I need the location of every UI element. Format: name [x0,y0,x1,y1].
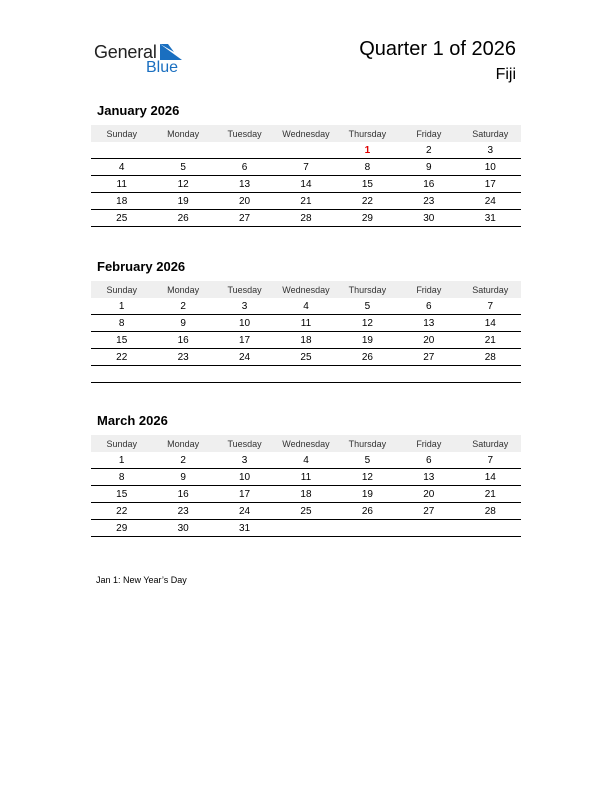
day-cell: 6 [398,298,459,315]
weekday-header-row [91,281,521,298]
weekday-header: Friday [398,125,459,142]
weekday-header: Sunday [91,435,152,452]
day-cell: 14 [460,469,521,486]
day-cell: 19 [337,332,398,349]
calendar-table [91,125,521,227]
day-cell [398,366,459,383]
logo [94,42,194,78]
logo-general-text: General [94,42,157,62]
day-cell: 25 [275,503,336,520]
day-cell: 15 [91,332,152,349]
logo-blue-text: Blue [146,59,179,76]
day-cell: 18 [275,332,336,349]
day-cell: 23 [152,349,213,366]
day-cell [214,142,275,159]
day-cell: 17 [460,176,521,193]
day-cell: 31 [214,520,275,537]
day-cell: 20 [214,193,275,210]
day-cell: 24 [214,349,275,366]
day-cell: 23 [152,503,213,520]
day-cell: 6 [214,159,275,176]
day-cell: 16 [152,486,213,503]
day-cell [152,142,213,159]
day-cell [275,366,336,383]
page-title: Quarter 1 of 2026 [359,38,516,60]
weekday-header: Tuesday [214,281,275,298]
day-cell: 6 [398,452,459,469]
weekday-header: Saturday [460,125,521,142]
day-cell: 16 [398,176,459,193]
month-march [91,413,521,537]
day-cell: 2 [398,142,459,159]
day-cell [398,520,459,537]
day-cell: 25 [91,210,152,227]
week-row [91,315,521,332]
day-cell: 29 [91,520,152,537]
day-cell: 10 [460,159,521,176]
day-cell: 26 [152,210,213,227]
weekday-header: Thursday [337,435,398,452]
week-row [91,332,521,349]
day-cell: 1 [91,452,152,469]
holiday-notes [96,575,187,585]
day-cell: 21 [460,332,521,349]
day-cell: 3 [214,298,275,315]
day-cell: 4 [91,159,152,176]
week-row [91,520,521,537]
day-cell: 9 [152,315,213,332]
day-cell: 2 [152,452,213,469]
day-cell: 19 [152,193,213,210]
week-row [91,159,521,176]
weekday-header: Thursday [337,281,398,298]
day-cell: 27 [398,503,459,520]
week-row [91,298,521,315]
day-cell [337,366,398,383]
weekday-header: Monday [152,281,213,298]
day-cell: 5 [337,298,398,315]
week-row [91,486,521,503]
day-cell: 7 [460,452,521,469]
weekday-header: Thursday [337,125,398,142]
day-cell: 22 [337,193,398,210]
holiday-note: Jan 1: New Year’s Day [96,575,187,585]
day-cell: 17 [214,486,275,503]
day-cell [275,520,336,537]
day-cell: 5 [337,452,398,469]
day-cell: 14 [275,176,336,193]
day-cell: 13 [214,176,275,193]
weekday-header: Monday [152,125,213,142]
weekday-header: Wednesday [275,281,336,298]
week-row [91,142,521,159]
day-cell [91,142,152,159]
weekday-header: Friday [398,435,459,452]
day-cell: 13 [398,315,459,332]
week-row [91,469,521,486]
logo-flag-icon [160,44,182,60]
day-cell: 11 [91,176,152,193]
day-cell: 8 [337,159,398,176]
day-cell: 26 [337,503,398,520]
calendar-table [91,281,521,383]
day-cell: 20 [398,486,459,503]
month-title: January 2026 [97,103,180,118]
weekday-header-row [91,125,521,142]
day-cell: 12 [337,469,398,486]
month-title: February 2026 [97,259,186,274]
day-cell: 9 [152,469,213,486]
week-row [91,349,521,366]
day-cell: 4 [275,298,336,315]
weekday-header: Wednesday [275,125,336,142]
day-cell: 11 [275,315,336,332]
day-cell: 21 [460,486,521,503]
day-cell: 11 [275,469,336,486]
weekday-header: Saturday [460,435,521,452]
day-cell: 7 [275,159,336,176]
day-cell [275,142,336,159]
day-cell: 3 [460,142,521,159]
month-february [91,259,521,383]
day-cell: 23 [398,193,459,210]
day-cell: 15 [91,486,152,503]
day-cell [152,366,213,383]
day-cell: 22 [91,503,152,520]
day-cell: 30 [152,520,213,537]
month-title: March 2026 [97,413,168,428]
weekday-header: Monday [152,435,213,452]
day-cell: 12 [152,176,213,193]
day-cell: 28 [460,503,521,520]
day-cell: 15 [337,176,398,193]
day-cell: 10 [214,469,275,486]
day-cell: 28 [460,349,521,366]
day-cell: 30 [398,210,459,227]
day-cell: 19 [337,486,398,503]
day-cell: 20 [398,332,459,349]
day-cell: 9 [398,159,459,176]
day-cell: 25 [275,349,336,366]
day-cell: 3 [214,452,275,469]
day-cell: 1 [337,142,398,159]
day-cell: 5 [152,159,213,176]
day-cell: 2 [152,298,213,315]
day-cell: 28 [275,210,336,227]
weekday-header: Sunday [91,281,152,298]
day-cell: 22 [91,349,152,366]
day-cell: 26 [337,349,398,366]
day-cell: 8 [91,469,152,486]
day-cell: 13 [398,469,459,486]
weekday-header: Sunday [91,125,152,142]
day-cell: 1 [91,298,152,315]
day-cell: 31 [460,210,521,227]
day-cell: 17 [214,332,275,349]
weekday-header: Tuesday [214,435,275,452]
week-row [91,452,521,469]
day-cell: 12 [337,315,398,332]
day-cell: 21 [275,193,336,210]
day-cell: 18 [275,486,336,503]
day-cell: 4 [275,452,336,469]
day-cell: 24 [214,503,275,520]
day-cell: 8 [91,315,152,332]
day-cell: 29 [337,210,398,227]
day-cell [214,366,275,383]
week-row [91,176,521,193]
weekday-header: Friday [398,281,459,298]
week-row [91,210,521,227]
country-name: Fiji [495,66,516,83]
day-cell: 27 [214,210,275,227]
week-row [91,366,521,383]
day-cell: 7 [460,298,521,315]
day-cell: 16 [152,332,213,349]
weekday-header: Tuesday [214,125,275,142]
weekday-header: Wednesday [275,435,336,452]
week-row [91,193,521,210]
week-row [91,503,521,520]
weekday-header-row [91,435,521,452]
day-cell [337,520,398,537]
day-cell: 18 [91,193,152,210]
day-cell [460,366,521,383]
day-cell [460,520,521,537]
day-cell: 27 [398,349,459,366]
day-cell: 24 [460,193,521,210]
weekday-header: Saturday [460,281,521,298]
day-cell [91,366,152,383]
day-cell: 14 [460,315,521,332]
day-cell: 10 [214,315,275,332]
month-january [91,103,521,227]
calendar-table [91,435,521,537]
